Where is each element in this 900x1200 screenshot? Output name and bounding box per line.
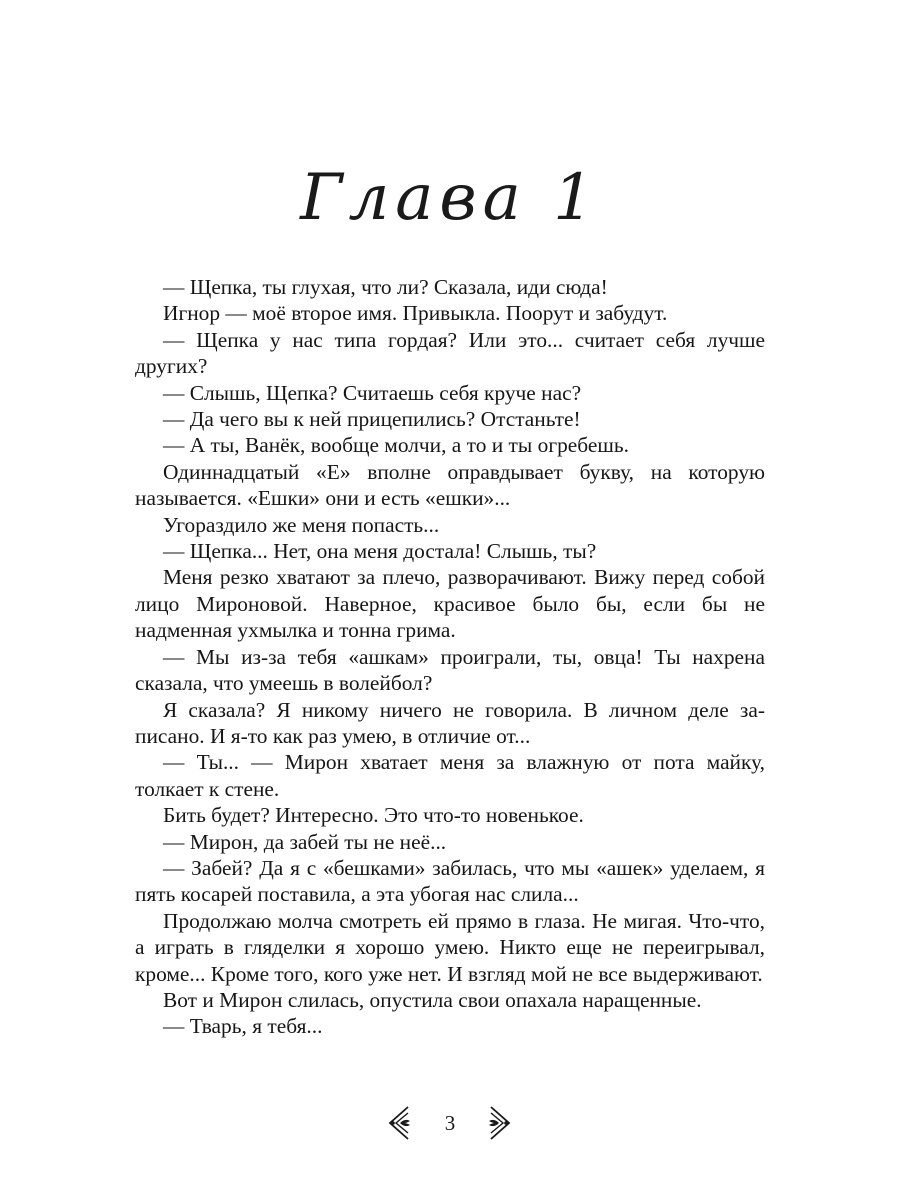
paragraph: — Мирон, да забей ты не неё... [163,829,447,854]
paragraph: — Мы из-за тебя «ашкам» проиграли, ты, овца! Ты нахрена сказала, что умеешь в волейбол? [135,644,765,696]
paragraph: Одиннадцатый «Е» вполне оправдывает букву, на которую называется. «Ешки» они и есть «ешки»... [135,459,765,511]
paragraph: — Тварь, я тебя... [163,1014,323,1039]
paragraph: Меня резко хватают за плечо, разворачивают. Вижу перед собой лицо Мироновой. Наверное, красивое было бы, если бы не надменная ухмылка и тонна грима. [135,565,765,643]
paragraph: — А ты, Ванёк, вообще молчи, а то и ты огребешь. [163,433,629,458]
paragraph: — Щепка... Нет, она меня достала! Слышь, ты? [163,539,597,564]
paragraph: Бить будет? Интересно. Это что-то новенькое. [163,803,584,828]
paragraph: Продолжаю молча смотреть ей прямо в глаза. Не мигая. Что-что, а играть в гляделки я хорошо умею. Никто еще не переигрывал, кроме... Кроме того, кого уже нет. И взгляд мой не все выдерживают. [135,908,765,986]
paragraph: — Ты... — Мирон хватает меня за влажную от пота майку, толкает к стене. [135,750,765,801]
paragraph: — Щепка у нас типа гордая? Или это... считает себя лучше других? [135,327,765,379]
paragraph: Вот и Мирон слилась, опустила свои опахала наращенные. [163,987,702,1012]
chapter-title: Глава 1 [300,161,600,235]
page-footer [0,1103,900,1143]
paragraph: — Да чего вы к ней прицепились? Отстаньте! [163,407,581,432]
paragraph: Я сказала? Я никому ничего не говорила. В личном деле записано. И я-то как раз умею, в отличие от... [135,697,765,748]
body-text [135,274,765,1040]
paragraph: — Забей? Да я с «бешками» забилась, что мы «ашек» уделаем, я пять косарей поставила, а эта убогая нас слила... [135,855,765,907]
paragraph: Игнор — моё второе имя. Привыкла. Поорут и забудут. [163,301,668,326]
paragraph: — Слышь, Щепка? Считаешь себя круче нас? [163,380,582,405]
page-number: 3 [444,1111,456,1135]
ornament-right-icon [487,1103,515,1143]
paragraph: — Щепка, ты глухая, что ли? Сказала, иди сюда! [163,275,608,299]
paragraph: Угораздило же меня попасть... [163,512,440,537]
ornament-left-icon [384,1103,412,1143]
